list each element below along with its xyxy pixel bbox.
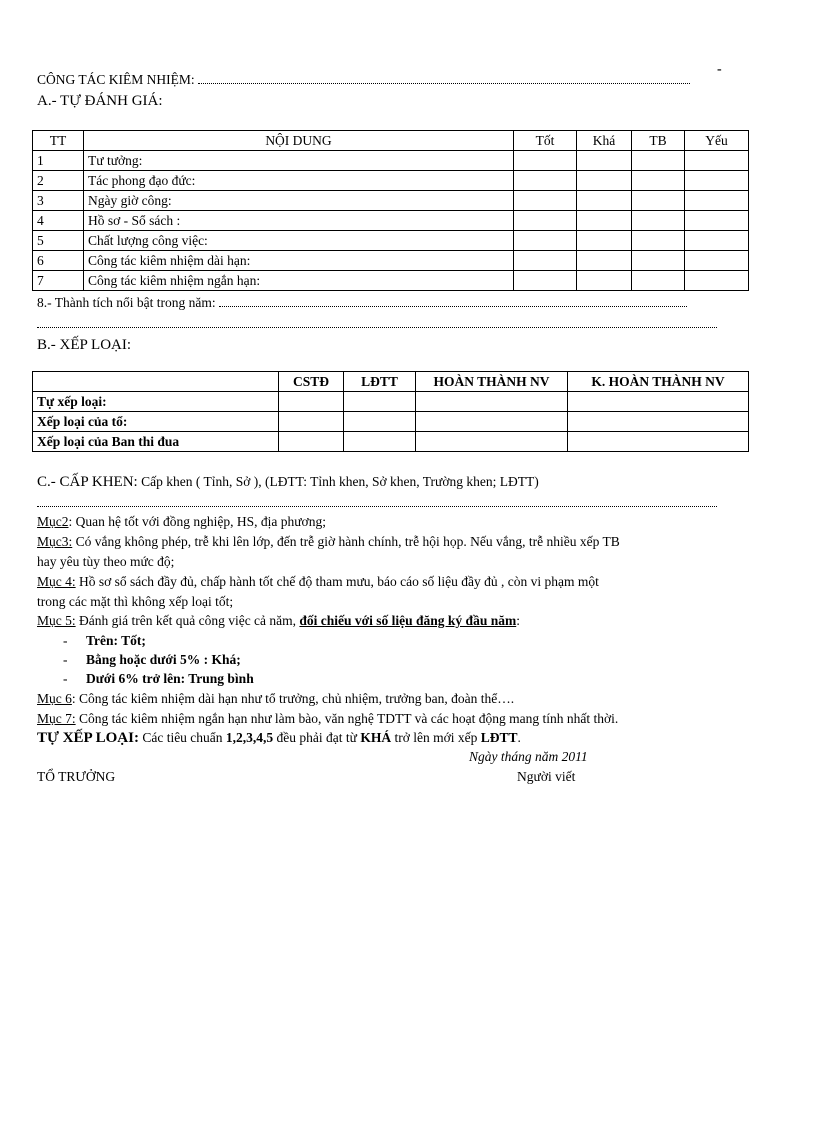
note-muc6 xyxy=(37,691,514,707)
cell-kha[interactable] xyxy=(577,251,632,271)
muc5-label: Mục 5: xyxy=(37,613,76,628)
cell-yeu[interactable] xyxy=(685,231,749,251)
bullet-item-average: Dưới 6% trở lên: Trung bình xyxy=(86,671,254,686)
bullet-item-good: Trên: Tốt; xyxy=(86,633,146,648)
rank-header-cstd: CSTĐ xyxy=(279,372,344,392)
muc7-text: Công tác kiêm nhiệm ngắn hạn như làm bào, văn nghệ TDTT và các hoạt động mang tính nhất thời. xyxy=(75,711,619,726)
note-muc5 xyxy=(37,613,520,629)
cell-tot[interactable] xyxy=(514,151,577,171)
cell-cstd[interactable] xyxy=(279,392,344,412)
self-rank-title: LĐTT xyxy=(480,730,518,745)
self-rank-label: TỰ XẾP LOẠI: xyxy=(37,730,139,746)
muc4-text: Hồ sơ sổ sách đầy đủ, chấp hành tốt chế độ tham mưu, báo cáo số liệu đầy đủ , còn vi phạm một xyxy=(75,574,599,589)
row-number: 6 xyxy=(33,251,84,271)
muc6-text: : Công tác kiêm nhiệm dài hạn như tổ trưởng, chủ nhiệm, trưởng ban, đoàn thể…. xyxy=(71,691,515,706)
cell-tb[interactable] xyxy=(632,191,685,211)
cell-k-hoan-thanh[interactable] xyxy=(568,412,749,432)
table-row xyxy=(33,151,749,171)
cell-tot[interactable] xyxy=(514,171,577,191)
rank-row-label: Tự xếp loại: xyxy=(33,392,279,412)
rank-header-blank xyxy=(33,372,279,392)
row-content: Công tác kiêm nhiệm ngắn hạn: xyxy=(84,271,514,291)
cell-tot[interactable] xyxy=(514,211,577,231)
cell-tb[interactable] xyxy=(632,211,685,231)
row-content: Chất lượng công việc: xyxy=(84,231,514,251)
muc3-text: Có vắng không phép, trễ khi lên lớp, đến trễ giờ hành chính, trễ hội họp. Nếu vắng, trễ nhiều xếp TB xyxy=(72,534,620,549)
section-c-dotted-field[interactable] xyxy=(37,496,717,507)
row-number: 2 xyxy=(33,171,84,191)
cell-hoan-thanh[interactable] xyxy=(416,392,568,412)
bullet-dash: - xyxy=(63,671,68,686)
row-content: Ngày giờ công: xyxy=(84,191,514,211)
cell-yeu[interactable] xyxy=(685,211,749,231)
note-muc4 xyxy=(37,574,599,590)
muc7-label: Mục 7: xyxy=(37,711,76,726)
row-number: 7 xyxy=(33,271,84,291)
cell-cstd[interactable] xyxy=(279,412,344,432)
rank-table-header xyxy=(33,372,749,392)
cell-tot[interactable] xyxy=(514,271,577,291)
rank-header-k-hoan-thanh: K. HOÀN THÀNH NV xyxy=(568,372,749,392)
cell-ldtt[interactable] xyxy=(344,392,416,412)
cell-yeu[interactable] xyxy=(685,171,749,191)
row-number: 5 xyxy=(33,231,84,251)
row-content: Tư tưởng: xyxy=(84,151,514,171)
cell-tb[interactable] xyxy=(632,151,685,171)
table-row xyxy=(33,191,749,211)
ranking-table xyxy=(32,371,749,452)
cell-hoan-thanh[interactable] xyxy=(416,432,568,452)
row-number: 3 xyxy=(33,191,84,211)
muc2-text: : Quan hệ tốt với đồng nghiệp, HS, địa phương; xyxy=(68,514,326,529)
kiem-nhiem-dotted-field[interactable] xyxy=(198,73,690,84)
signature-right: Người viết xyxy=(517,769,576,784)
cell-yeu[interactable] xyxy=(685,271,749,291)
muc5-emphasis: đối chiếu với số liệu đăng ký đầu năm xyxy=(299,613,517,628)
cell-kha[interactable] xyxy=(577,151,632,171)
table-row xyxy=(33,211,749,231)
cell-kha[interactable] xyxy=(577,211,632,231)
row-content: Tác phong đạo đức: xyxy=(84,171,514,191)
section-c-line xyxy=(37,474,539,491)
cell-ldtt[interactable] xyxy=(344,412,416,432)
section-c-text: Cấp khen ( Tỉnh, Sở ), (LĐTT: Tỉnh khen, Sở khen, Trường khen; LĐTT) xyxy=(141,474,539,489)
note-muc4-cont: trong các mặt thì không xếp loại tốt; xyxy=(37,594,234,609)
table-row xyxy=(33,251,749,271)
achievement-continuation xyxy=(37,316,717,332)
eval-header-content: NỘI DUNG xyxy=(84,131,514,151)
cell-tb[interactable] xyxy=(632,271,685,291)
bullet-dash: - xyxy=(63,633,68,648)
row-content: Hồ sơ - Sổ sách : xyxy=(84,211,514,231)
cell-k-hoan-thanh[interactable] xyxy=(568,432,749,452)
table-row xyxy=(33,271,749,291)
achievement-dotted-field[interactable] xyxy=(219,296,687,307)
section-a-title: A.- TỰ ĐÁNH GIÁ: xyxy=(37,93,163,109)
eval-header-tb: TB xyxy=(632,131,685,151)
row-number: 1 xyxy=(33,151,84,171)
eval-header-kha: Khá xyxy=(577,131,632,151)
cell-tot[interactable] xyxy=(514,191,577,211)
table-row xyxy=(33,171,749,191)
eval-header-tt: TT xyxy=(33,131,84,151)
row-content: Công tác kiêm nhiệm dài hạn: xyxy=(84,251,514,271)
bullet-item-fair: Bằng hoặc dưới 5% : Khá; xyxy=(86,652,241,667)
date-line: Ngày tháng năm 2011 xyxy=(469,749,588,764)
self-rank-text3: trở lên mới xếp xyxy=(391,730,481,745)
top-dash-mark: - xyxy=(717,62,722,77)
muc5-end: : xyxy=(516,613,520,628)
note-muc7 xyxy=(37,711,618,727)
cell-ldtt[interactable] xyxy=(344,432,416,452)
row-number: 4 xyxy=(33,211,84,231)
cell-yeu[interactable] xyxy=(685,151,749,171)
table-row xyxy=(33,432,749,452)
self-rank-text2: đều phải đạt từ xyxy=(273,730,361,745)
cell-hoan-thanh[interactable] xyxy=(416,412,568,432)
cell-tot[interactable] xyxy=(514,251,577,271)
eval-table-header xyxy=(33,131,749,151)
cell-k-hoan-thanh[interactable] xyxy=(568,392,749,412)
cell-tb[interactable] xyxy=(632,171,685,191)
cell-kha[interactable] xyxy=(577,271,632,291)
rank-header-ldtt: LĐTT xyxy=(344,372,416,392)
muc5-text: Đánh giá trên kết quả công việc cả năm, xyxy=(75,613,297,628)
rank-row-label: Xếp loại của Ban thi đua xyxy=(33,432,279,452)
cell-tot[interactable] xyxy=(514,231,577,251)
cell-tb[interactable] xyxy=(632,251,685,271)
self-rank-line xyxy=(37,730,521,747)
eval-header-yeu: Yếu xyxy=(685,131,749,151)
note-muc3 xyxy=(37,534,620,550)
self-rank-text1: Các tiêu chuẩn xyxy=(138,730,226,745)
signature-left: TỔ TRƯỞNG xyxy=(37,769,116,784)
self-rank-standards: 1,2,3,4,5 xyxy=(225,730,274,745)
self-rank-end: . xyxy=(517,730,521,745)
muc6-label: Mục 6 xyxy=(37,691,72,706)
rank-row-label: Xếp loại của tổ: xyxy=(33,412,279,432)
section-b-title: B.- XẾP LOẠI: xyxy=(37,337,132,353)
bullet-dash: - xyxy=(63,652,68,667)
cell-kha[interactable] xyxy=(577,231,632,251)
table-row xyxy=(33,231,749,251)
section-c-dotted-line xyxy=(37,495,717,511)
achievement-dotted-field-2[interactable] xyxy=(37,317,717,328)
note-muc3-cont: hay yêu tùy theo mức độ; xyxy=(37,554,175,569)
cell-kha[interactable] xyxy=(577,191,632,211)
rank-header-hoan-thanh: HOÀN THÀNH NV xyxy=(416,372,568,392)
eval-header-tot: Tốt xyxy=(514,131,577,151)
self-rank-level: KHÁ xyxy=(360,730,392,745)
cell-yeu[interactable] xyxy=(685,251,749,271)
table-row xyxy=(33,412,749,432)
cell-cstd[interactable] xyxy=(279,432,344,452)
achievement-label: 8.- Thành tích nổi bật trong năm: xyxy=(37,295,216,310)
cell-yeu[interactable] xyxy=(685,191,749,211)
table-row xyxy=(33,392,749,412)
cell-tb[interactable] xyxy=(632,231,685,251)
kiem-nhiem-line xyxy=(37,72,690,88)
muc3-label: Mục3: xyxy=(37,534,73,549)
achievement-line xyxy=(37,295,687,311)
note-muc2 xyxy=(37,514,326,530)
kiem-nhiem-label: CÔNG TÁC KIÊM NHIỆM: xyxy=(37,72,195,87)
cell-kha[interactable] xyxy=(577,171,632,191)
muc4-label: Mục 4: xyxy=(37,574,76,589)
self-evaluation-table xyxy=(32,130,749,291)
muc2-label: Mục2 xyxy=(37,514,69,529)
section-c-title: C.- CẤP KHEN: xyxy=(37,474,138,490)
